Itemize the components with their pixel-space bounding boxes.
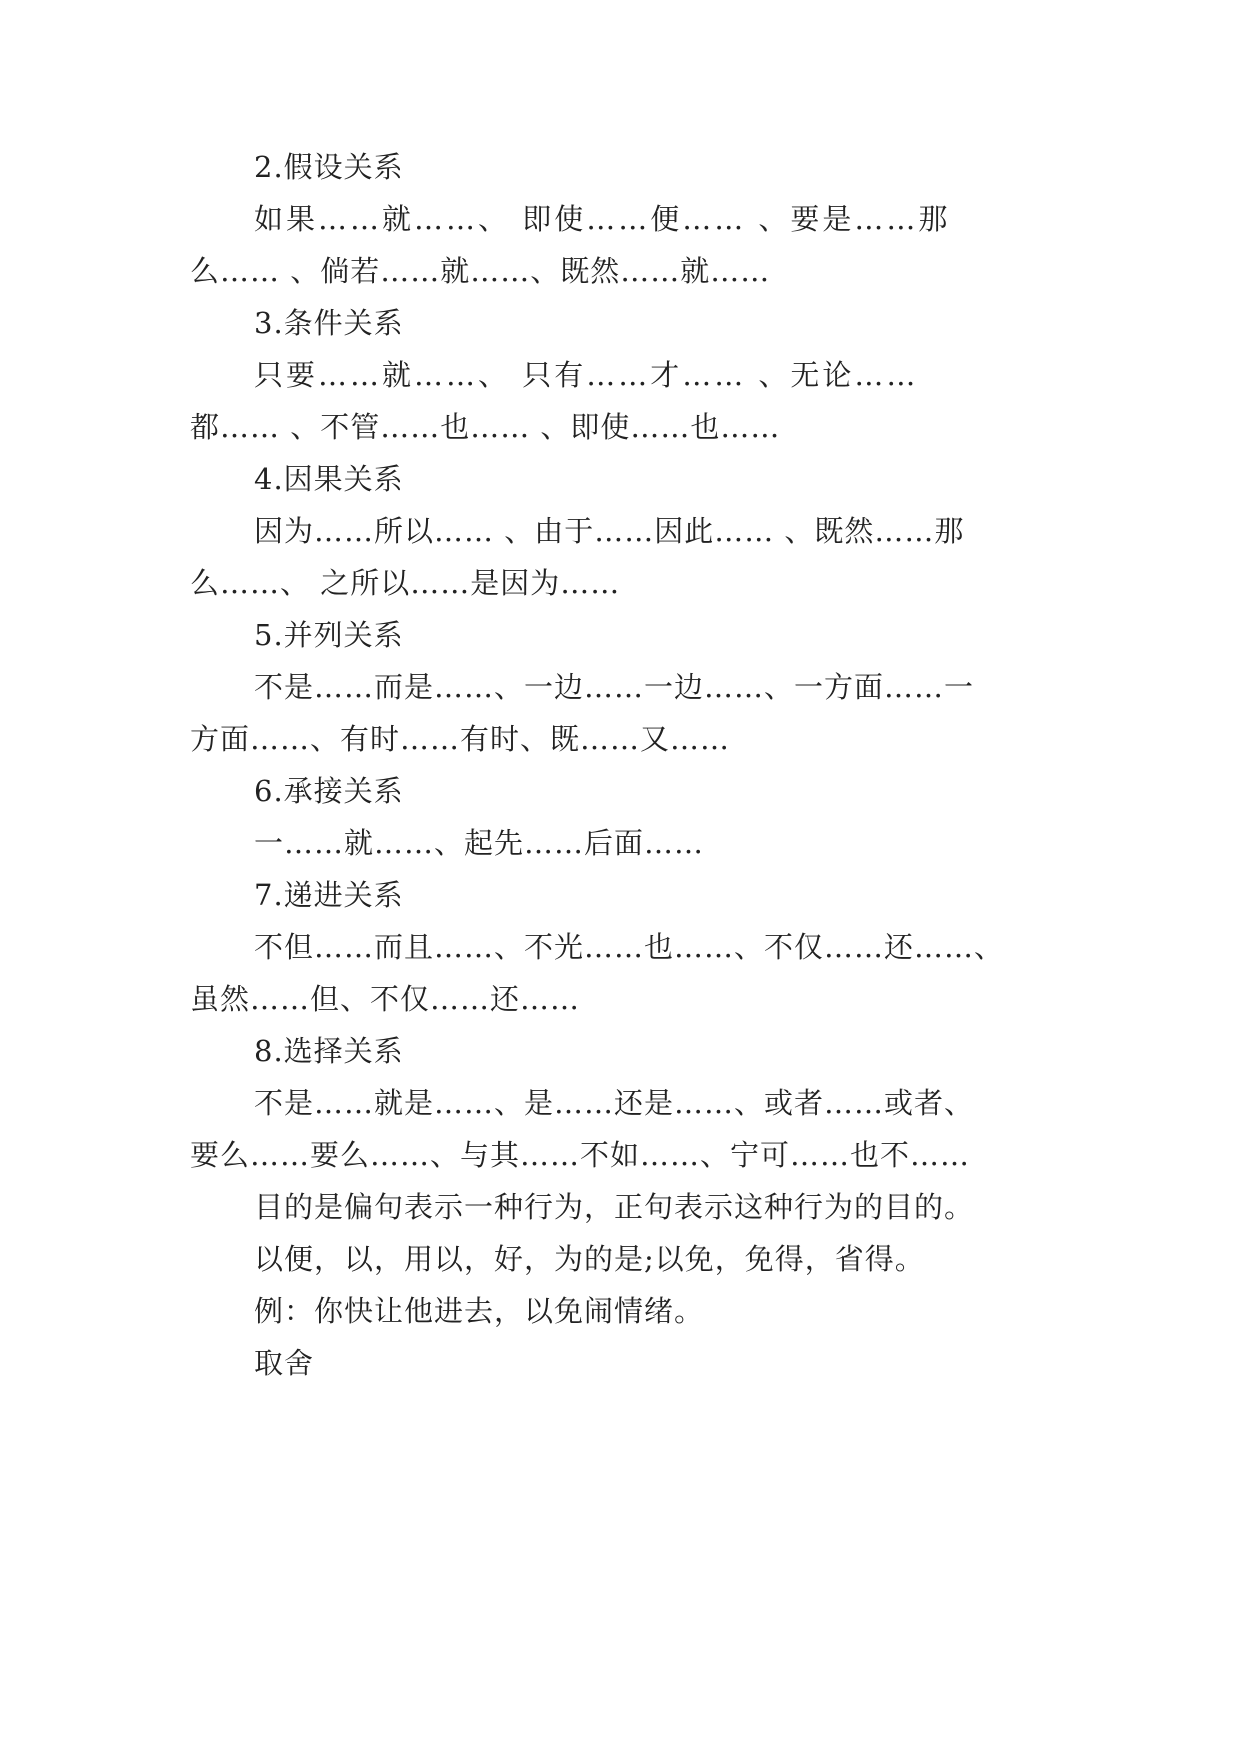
paragraph-line: 如果……就……、 即使……便…… 、要是……那 <box>254 202 951 236</box>
heading-selection: 取舍 <box>254 1346 315 1380</box>
paragraph-line: 不是……就是……、是……还是……、或者……或者、 <box>254 1086 975 1120</box>
heading-alternative: 8.选择关系 <box>254 1034 404 1068</box>
heading-hypothetical: 2.假设关系 <box>254 150 404 184</box>
paragraph-line: 不但……而且……、不光……也……、不仅……还……、 <box>254 930 1005 964</box>
paragraph-line: 要么……要么……、与其……不如……、宁可……也不…… <box>190 1138 971 1172</box>
example-line: 例：你快让他进去，以免闹情绪。 <box>254 1294 705 1328</box>
paragraph-line: 只要……就……、 只有……才…… 、无论…… <box>254 358 919 392</box>
heading-successive: 6.承接关系 <box>254 774 404 808</box>
heading-coordinate: 5.并列关系 <box>254 618 404 652</box>
paragraph-line: 因为……所以…… 、由于……因此…… 、既然……那 <box>254 514 965 548</box>
paragraph-line: 一……就……、起先……后面…… <box>254 826 705 860</box>
heading-progressive: 7.递进关系 <box>254 878 404 912</box>
paragraph-line: 以便，以，用以，好，为的是;以免，免得，省得。 <box>254 1242 925 1276</box>
paragraph-line: 虽然……但、不仅……还…… <box>190 982 581 1016</box>
paragraph-line: 都…… 、不管……也…… 、即使……也…… <box>190 410 781 444</box>
paragraph-line: 么……、 之所以……是因为…… <box>190 566 621 600</box>
paragraph-line: 不是……而是……、一边……一边……、一方面……一 <box>254 670 975 704</box>
heading-conditional: 3.条件关系 <box>254 306 404 340</box>
heading-causal: 4.因果关系 <box>254 462 404 496</box>
paragraph-line: 方面……、有时……有时、既……又…… <box>190 722 731 756</box>
paragraph-line: 目的是偏句表示一种行为，正句表示这种行为的目的。 <box>254 1190 975 1224</box>
paragraph-line: 么…… 、倘若……就……、既然……就…… <box>190 254 771 288</box>
